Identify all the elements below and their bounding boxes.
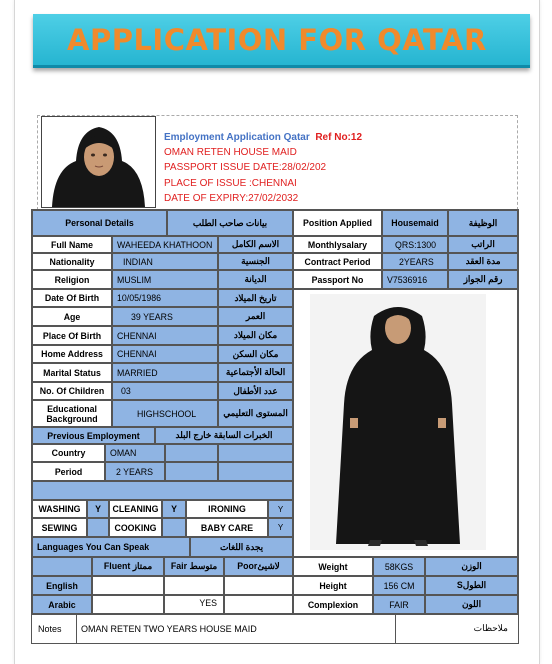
agency-name: OMAN RETEN HOUSE MAID: [164, 147, 297, 159]
cleaning-label: CLEANING: [109, 500, 162, 518]
poor-column-header: Poorلاشيئ: [224, 557, 293, 576]
spacer-row: [32, 481, 293, 500]
home-address-label: Home Address: [32, 345, 112, 363]
washing-label: WASHING: [32, 500, 87, 518]
baby-care-mark: Y: [268, 518, 293, 537]
period-label: Period: [32, 462, 105, 481]
complexion-label: Complexion: [293, 595, 373, 614]
previous-employment-header-ar: الخبرات السابقة خارج البلد: [155, 427, 293, 444]
title-banner: [33, 14, 530, 68]
baby-care-label: BABY CARE: [186, 518, 268, 537]
reference-details: [164, 130, 362, 206]
complexion-ar: اللون: [425, 595, 518, 614]
religion-value: MUSLIM: [112, 270, 218, 289]
position-applied-label: Position Applied: [293, 210, 382, 236]
passport-no-value: V7536916: [382, 270, 448, 289]
date-of-expiry: DATE OF EXPIRY:27/02/2032: [164, 192, 299, 204]
children-label: No. Of Children: [32, 382, 112, 400]
education-label: Educational Background: [32, 400, 112, 427]
language-col-blank: [32, 557, 92, 576]
page-title: APPLICATION FOR QATAR: [67, 23, 487, 57]
arabic-poor: [224, 595, 293, 614]
monthly-salary-ar: الراتب: [448, 236, 518, 253]
applicant-full-body-photo: [310, 294, 486, 550]
english-fluent: [92, 576, 164, 595]
country-blank-1: [165, 444, 218, 462]
languages-header-ar: يجدة اللغات: [190, 537, 293, 557]
age-value: 39 YEARS: [112, 307, 218, 326]
country-value: OMAN: [105, 444, 165, 462]
sewing-mark: [87, 518, 109, 537]
place-of-birth-ar: مكان الميلاد: [218, 326, 293, 345]
religion-label: Religion: [32, 270, 112, 289]
personal-details-header-ar: بيانات صاحب الطلب: [167, 210, 293, 236]
children-value: 03: [112, 382, 218, 400]
children-ar: عدد الأطفال: [218, 382, 293, 400]
marital-status-label: Marital Status: [32, 363, 112, 382]
cooking-mark: [162, 518, 186, 537]
nationality-ar: الجنسية: [218, 253, 293, 270]
height-value: 156 CM: [373, 576, 425, 595]
english-label: English: [32, 576, 92, 595]
education-value: HIGHSCHOOL: [112, 400, 218, 427]
arabic-fluent: [92, 595, 164, 614]
monthly-salary-value: QRS:1300: [382, 236, 448, 253]
place-of-birth-label: Place Of Birth: [32, 326, 112, 345]
english-poor: [224, 576, 293, 595]
marital-status-value: MARRIED: [112, 363, 218, 382]
date-of-birth-value: 10/05/1986: [112, 289, 218, 307]
full-name-ar: الاسم الكامل: [218, 236, 293, 253]
fair-column-header: Fair متوسط: [164, 557, 224, 576]
notes-label: Notes: [38, 624, 62, 634]
contract-period-label: Contract Period: [293, 253, 382, 270]
weight-value: 58KGS: [373, 557, 425, 576]
complexion-value: FAIR: [373, 595, 425, 614]
personal-details-header: Personal Details: [32, 210, 167, 236]
passport-no-ar: رقم الجواز: [448, 270, 518, 289]
sewing-label: SEWING: [32, 518, 87, 537]
country-label: Country: [32, 444, 105, 462]
application-caption: Employment Application Qatar: [164, 132, 310, 143]
position-applied-value: Housemaid: [382, 210, 448, 236]
english-fair: [164, 576, 224, 595]
religion-ar: الديانة: [218, 270, 293, 289]
weight-label: Weight: [293, 557, 373, 576]
home-address-ar: مكان السكن: [218, 345, 293, 363]
ref-number: Ref No:12: [315, 132, 363, 143]
languages-header: Languages You Can Speak: [32, 537, 190, 557]
notes-value: OMAN RETEN TWO YEARS HOUSE MAID: [76, 615, 396, 643]
place-of-issue: PLACE OF ISSUE :CHENNAI: [164, 177, 297, 189]
notes-label-ar: ملاحظات: [473, 623, 508, 633]
monthly-salary-label: Monthlysalary: [293, 236, 382, 253]
arabic-fair: YES: [164, 595, 224, 614]
age-ar: العمر: [218, 307, 293, 326]
date-of-birth-label: Date Of Birth: [32, 289, 112, 307]
contract-period-value: 2YEARS: [382, 253, 448, 270]
passport-issue-date: PASSPORT ISSUE DATE:28/02/202: [164, 162, 327, 174]
period-blank-2: [218, 462, 293, 481]
previous-employment-header: Previous Employment: [32, 427, 155, 444]
position-applied-ar: الوظيفة: [448, 210, 518, 236]
full-name-value: WAHEEDA KHATHOON: [112, 236, 218, 253]
cooking-label: COOKING: [109, 518, 162, 537]
washing-mark: Y: [87, 500, 109, 518]
arabic-label: Arabic: [32, 595, 92, 614]
nationality-label: Nationality: [32, 253, 112, 270]
height-ar: الطولS: [425, 576, 518, 595]
fluent-column-header: Fluent ممتاز: [92, 557, 164, 576]
cleaning-mark: Y: [162, 500, 186, 518]
height-label: Height: [293, 576, 373, 595]
full-name-label: Full Name: [32, 236, 112, 253]
education-ar: المستوى التعليمي: [218, 400, 293, 427]
home-address-value: CHENNAI: [112, 345, 218, 363]
ironing-label: IRONING: [186, 500, 268, 518]
period-value: 2 YEARS: [105, 462, 165, 481]
nationality-value: INDIAN: [112, 253, 218, 270]
country-blank-2: [218, 444, 293, 462]
applicant-portrait-photo: [41, 116, 156, 208]
contract-period-ar: مدة العقد: [448, 253, 518, 270]
place-of-birth-value: CHENNAI: [112, 326, 218, 345]
ironing-mark: Y: [268, 500, 293, 518]
notes-row: [31, 614, 519, 644]
marital-status-ar: الحالة الأجتماعية: [218, 363, 293, 382]
period-blank-1: [165, 462, 218, 481]
age-label: Age: [32, 307, 112, 326]
date-of-birth-ar: تاريخ الميلاد: [218, 289, 293, 307]
passport-no-label: Passport No: [293, 270, 382, 289]
weight-ar: الوزن: [425, 557, 518, 576]
